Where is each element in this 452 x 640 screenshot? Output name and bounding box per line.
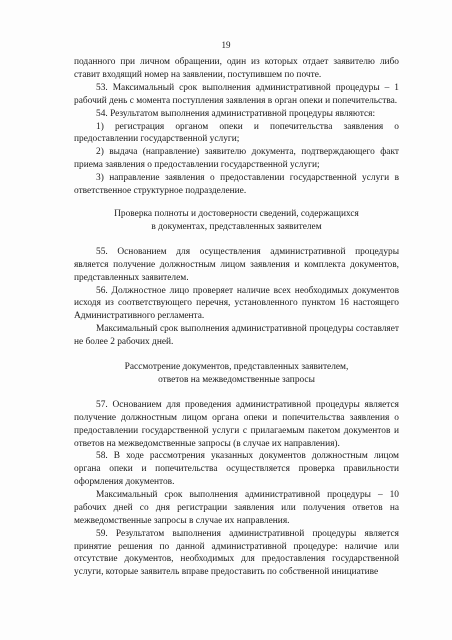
paragraph-59: 59. Результатом выполнения административной процедуры является принятие решения по данной административной процедуре: наличие или отсутствие документов, необходимых для предоставления государственной услуги, которые заявитель вправе предоставить по собственной инициативе [74, 528, 399, 577]
paragraph-56-deadline: Максимальный срок выполнения административной процедуры составляет не более 2 рабочих дней. [74, 324, 399, 348]
paragraph-58: 58. В ходе рассмотрения указанных документов должностным лицом органа опеки и попечительства осуществляется проверка правильности оформления документов. [74, 451, 399, 488]
page-number: 19 [221, 40, 231, 50]
section-heading-line: Проверка полноты и достоверности сведений, содержащихся [114, 208, 359, 219]
paragraph-continuation: поданного при личном обращении, один из которых отдает заявителю либо ставит входящий номер на заявлении, поступившем по почте. [74, 57, 399, 80]
section-heading-line: Рассмотрение документов, представленных заявителем, [124, 362, 349, 373]
paragraph-56: 56. Должностное лицо проверяет наличие всех необходимых документов исходя из соответствующего перечня, установленного пунктом 16 настоящего Административного регламента. [74, 285, 399, 322]
section-heading-line: ответов на межведомственные запросы [158, 374, 315, 385]
document-body [74, 56, 399, 578]
paragraph-54-item-1: 1) регистрация органом опеки и попечительства заявления о предоставлении государственной услуги; [74, 121, 399, 145]
paragraph-54-item-2: 2) выдача (направление) заявителю документа, подтверждающего факт приема заявления о предоставлении государственной услуги; [74, 147, 399, 171]
paragraph-58-deadline: Максимальный срок выполнения административной процедуры – 10 рабочих дней со дня регистрации заявления или получения ответов на межведомственные запросы в случае их направления. [74, 490, 399, 526]
paragraph-57: 57. Основанием для проведения административной процедуры является получение должностным лицом органа опеки и попечительства заявления о предоставлении государственной услуги с прилагаемым пакетом документов и ответов на межведомственные запросы (в случае их направления). [74, 399, 399, 449]
paragraph-54: 54. Результатом выполнения административной процедуры являются: [96, 108, 376, 119]
paragraph-55: 55. Основанием для осуществления административной процедуры является получение должностным лицом заявления и комплекта документов, представленных заявителем. [74, 246, 399, 283]
paragraph-53: 53. Максимальный срок выполнения административной процедуры – 1 рабочий день с момента поступления заявления в орган опеки и попечительства. [74, 82, 399, 106]
section-heading-review [74, 361, 399, 387]
section-heading-line: в документах, представленных заявителем [151, 221, 322, 232]
paragraph-54-item-3: 3) направление заявления о предоставлении государственной услуги в ответственное структурное подразделение. [74, 173, 399, 197]
section-heading-verification [74, 208, 399, 234]
